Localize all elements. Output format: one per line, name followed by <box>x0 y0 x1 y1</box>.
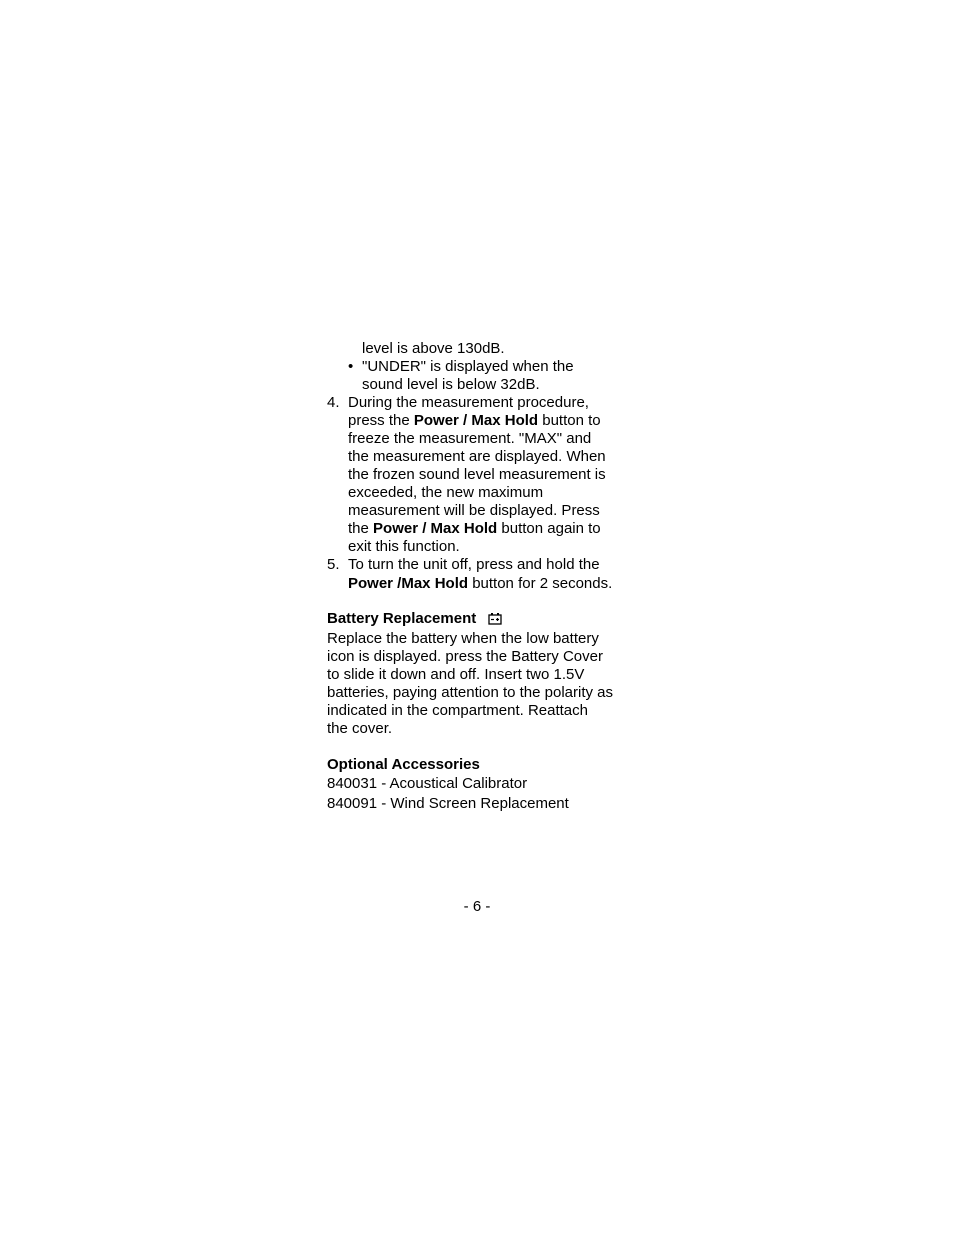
list-line: Power /Max Hold button for 2 seconds. <box>348 575 613 592</box>
battery-text-line: to slide it down and off. Insert two 1.5V <box>327 666 585 683</box>
list-line: measurement will be displayed. Press <box>348 502 600 519</box>
bullet-symbol: • <box>348 358 354 375</box>
battery-icon <box>488 612 502 630</box>
battery-text-line: batteries, paying attention to the polarity as <box>327 684 614 701</box>
battery-text-line: the cover. <box>327 720 393 737</box>
list-number: 5. <box>327 556 340 573</box>
button-name: Power / Max Hold <box>373 520 498 537</box>
list-item-4 <box>327 394 637 556</box>
battery-heading <box>327 610 637 630</box>
list-item-5 <box>327 556 637 593</box>
page-number: - 6 - <box>463 898 491 915</box>
accessories-heading: Optional Accessories <box>327 756 480 773</box>
list-line: press the Power / Max Hold button to <box>348 412 601 429</box>
button-name: Power / Max Hold <box>413 412 539 429</box>
list-line: To turn the unit off, press and hold the <box>348 556 600 573</box>
bullet-item <box>327 358 637 394</box>
section-title: Battery Replacement <box>327 610 477 627</box>
battery-text-line: icon is displayed. press the Battery Cover <box>327 648 603 665</box>
battery-text-line: indicated in the compartment. Reattach <box>327 702 588 719</box>
list-line: exceeded, the new maximum <box>348 484 544 501</box>
button-name: Power /Max Hold <box>348 575 469 592</box>
accessory-item: 840031 - Acoustical Calibrator <box>327 775 528 792</box>
list-line: exit this function. <box>348 538 460 555</box>
bullet-line: sound level is below 32dB. <box>362 376 540 393</box>
accessory-item: 840091 - Wind Screen Replacement <box>327 795 569 812</box>
list-line: the frozen sound level measurement is <box>348 466 606 483</box>
bullet-line: "UNDER" is displayed when the <box>362 358 574 375</box>
list-line: freeze the measurement. "MAX" and <box>348 430 592 447</box>
list-line: the measurement are displayed. When <box>348 448 606 465</box>
continued-bullet-text: level is above 130dB. <box>362 340 505 357</box>
list-number: 4. <box>327 394 340 411</box>
list-line: the Power / Max Hold button again to <box>348 520 601 537</box>
battery-text-line: Replace the battery when the low battery <box>327 630 599 647</box>
list-line: During the measurement procedure, <box>348 394 589 411</box>
page-body <box>327 340 637 814</box>
